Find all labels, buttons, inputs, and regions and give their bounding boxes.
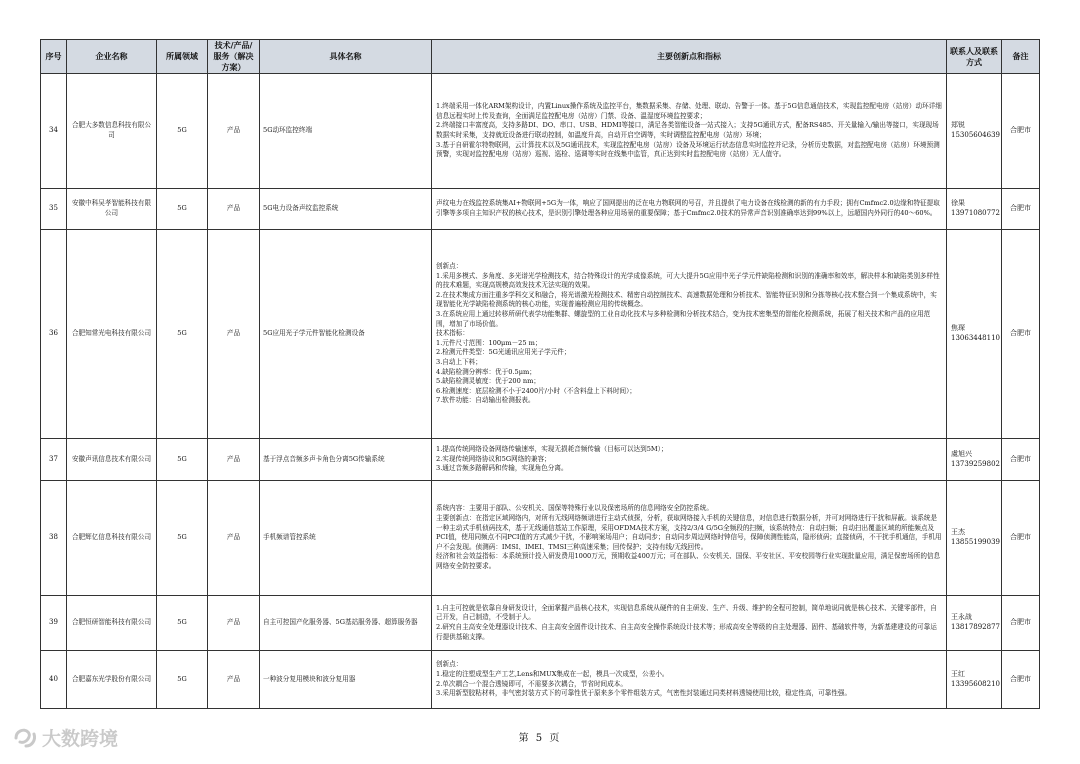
- cell-points: 创新点： 1.采用多模式、多角度、多光谱光学检测技术，结合特殊设计的光学成像系统，可大大提升5G应用中光子学元件缺陷检测和识别的准确率和效率，解决样本和缺陷类别多样性的技术难题，实现高规模高效发技术无法实现的效果。 2.在技术集成方面注重多学科交叉和融合，将光谱激光检测技术、精密自动控制技术、高速数据处理和分析技术、智能特征识别和分拣等核心技术整合到一个集成系统中，实现智能化光学缺陷检测系统的核心功能，实现普遍检测应用的传统概念。 3.在系统应用上通过转移所研代表学功能集群、螺旋型的工业自动化技术与多种检测和分析技术结合，变为技术密集型的智能化检测系统，拓展了相关技术和产品的应用范围，增加了市场价值。 技术指标： 1.元件尺寸范围：100μm－25 m； 2.检测元件类型：5G光通讯应用光子学元件； 3.自动上下料； 4.缺陷检测分辨率：优于0.5μm； 5.缺陷检测灵敏度：优于200 nm； 6.检测速度：底层检测不小于2400片/小时（不含料盘上下料时间）； 7.软件功能：自动输出检测报表。: [432, 230, 947, 439]
- header-points: 主要创新点和指标: [432, 40, 947, 74]
- cell-contact: 王杰 13855199039: [947, 481, 1002, 596]
- header-name: 具体名称: [260, 40, 432, 74]
- table-row: [41, 189, 1040, 230]
- cell-category: 产品: [208, 189, 260, 230]
- cell-points: 1.自主可控就是依靠自身研发设计，全面掌握产品核心技术，实现信息系统从硬件的自主研发、生产、升级、维护的全程可控制，简单地说同就是核心技术、关键零部件，自己开发，自己制造，不受制于人。 2.研究自主高安全处理器设计技术、自主高安全固件设计技术、自主高安全操作系统设计技术等；形成高安全等级的自主处理器、固件、基础软件等，为新基建建设的可靠运行提供基础支撑。: [432, 596, 947, 651]
- cell-remark: 合肥市: [1002, 651, 1040, 709]
- table-row: [41, 651, 1040, 709]
- cell-contact: 徐果 13971080772: [947, 189, 1002, 230]
- cell-category: 产品: [208, 74, 260, 189]
- cell-company: 合肥知常光电科技有限公司: [67, 230, 157, 439]
- cell-category: 产品: [208, 481, 260, 596]
- cell-remark: 合肥市: [1002, 230, 1040, 439]
- cell-company: 合肥辉亿信息科技有限公司: [67, 481, 157, 596]
- header-seq: 序号: [41, 40, 67, 74]
- header-company: 企业名称: [67, 40, 157, 74]
- cell-seq: 35: [41, 189, 67, 230]
- cell-name: 一种波分复用模块和波分复用器: [260, 651, 432, 709]
- cell-name: 自主可控国产化服务器、5G基站服务器、超算服务器: [260, 596, 432, 651]
- cell-remark: 合肥市: [1002, 596, 1040, 651]
- table-row: [41, 596, 1040, 651]
- header-category: 技术/产品/服务（解决方案）: [208, 40, 260, 74]
- cell-contact: 焦琛 13063448110: [947, 230, 1002, 439]
- table-row: [41, 439, 1040, 481]
- cell-company: 安徽声讯信息技术有限公司: [67, 439, 157, 481]
- cell-field: 5G: [157, 481, 208, 596]
- cell-contact: 郑锐 15305604639: [947, 74, 1002, 189]
- cell-name: 5G动环监控终端: [260, 74, 432, 189]
- table-header-row: [41, 40, 1040, 74]
- cell-remark: 合肥市: [1002, 439, 1040, 481]
- cell-category: 产品: [208, 439, 260, 481]
- header-remark: 备注: [1002, 40, 1040, 74]
- table-row: [41, 74, 1040, 189]
- cell-company: 合肥大多数信息科技有限公司: [67, 74, 157, 189]
- cell-points: 1.提高传统网络设备网络传输速率，实现无损耗音频传输（目标可以达到5M）； 2.实现传统网络协议和5G网络的兼容； 3.通过音频多路解码和传输，实现角色分离。: [432, 439, 947, 481]
- cell-name: 基于浮点音频多声卡角色分离5G传输系统: [260, 439, 432, 481]
- cell-company: 合肥恒研智能科技有限公司: [67, 596, 157, 651]
- cell-field: 5G: [157, 651, 208, 709]
- cell-seq: 34: [41, 74, 67, 189]
- table-row: [41, 230, 1040, 439]
- cell-field: 5G: [157, 230, 208, 439]
- cell-name: 5G电力设备声纹监控系统: [260, 189, 432, 230]
- cell-seq: 37: [41, 439, 67, 481]
- cell-company: 安徽中科吴孝智能科技有限公司: [67, 189, 157, 230]
- cell-points: 1.终端采用一体化ARM架构设计，内置Linux操作系统及监控平台，集数据采集、存储、处理、联动、告警于一体。基于5G信息通信技术，实现监控配电房（站房）动环详细信息远程实时上传及查询，全面满足监控配电房（站房）门禁、设备、温湿度环境监控要求； 2.终端接口丰富度高，支持多路DI、DO、串口、USB、HDMI等接口，满足各类智能设备一站式接入；支持5G通讯方式，配备RS485、开关量输入/输出等接口，实现现场数据实时采集，支持就近设备进行联动控制，如温度升高，自动开启空调等，实时调整监控配电房（站房）环境； 3.基于自研霍尔特物联网，云计算技术以及5G通讯技术，实现监控配电房（站房）设备及环境运行状态信息实时监控并记录，分析历史数据，对监控配电房（站房）环境预测预警，实现对监控配电房（站房）巡视、巡检、巡调等实时在线集中监管，真正达到实时监控配电房（站房）无人值守。: [432, 74, 947, 189]
- cell-points: 声纹电力在线监控系统集AI+物联网+5G为一体，响应了国网提出的泛在电力物联网的号召，并且提供了电力设备在线检测的新的有力手段；拥有Cmfmc2.0边缘和特征提取引擎等多项自主知识产权的核心技术，是识别引擎处理各种应用场景的重要保障；基于Cmfmc2.0技术的异常声音识别准确率达到99%以上，远超国内外同行的40～60%。: [432, 189, 947, 230]
- cell-company: 合肥嘉东光学股份有限公司: [67, 651, 157, 709]
- cell-category: 产品: [208, 651, 260, 709]
- enterprise-table: [40, 39, 1040, 709]
- page-number: 第 5 页: [518, 733, 562, 744]
- watermark-text: 大数跨境: [42, 728, 119, 750]
- cell-seq: 36: [41, 230, 67, 439]
- cell-contact: 王永战 13817892877: [947, 596, 1002, 651]
- cell-seq: 39: [41, 596, 67, 651]
- cell-remark: 合肥市: [1002, 481, 1040, 596]
- header-contact: 联系人及联系方式: [947, 40, 1002, 74]
- cell-points: 创新点： 1.稳定的注塑成型生产工艺,Lens和MUX集成在一起，模具一次成型，公差小。 2.单次耦合一个混合透镜即可，不需要多次耦合，节省时间成本。 3.采用新型胶粘材料，非气密封装方式下的可靠性优于原来多个零件组装方式，气密性封装通过同类材料透镜使用比较，稳定性高，可靠性强。: [432, 651, 947, 709]
- cell-remark: 合肥市: [1002, 189, 1040, 230]
- cell-contact: 王红 13395608210: [947, 651, 1002, 709]
- cell-remark: 合肥市: [1002, 74, 1040, 189]
- cell-name: 手机频谱管控系统: [260, 481, 432, 596]
- cell-field: 5G: [157, 596, 208, 651]
- table-row: [41, 481, 1040, 596]
- cell-seq: 38: [41, 481, 67, 596]
- cell-field: 5G: [157, 439, 208, 481]
- cell-category: 产品: [208, 230, 260, 439]
- header-field: 所属领域: [157, 40, 208, 74]
- cell-category: 产品: [208, 596, 260, 651]
- cell-field: 5G: [157, 189, 208, 230]
- cell-name: 5G应用光子学元件智能化检测设备: [260, 230, 432, 439]
- cell-seq: 40: [41, 651, 67, 709]
- cell-field: 5G: [157, 74, 208, 189]
- cell-contact: 虞旭兴 13739259802: [947, 439, 1002, 481]
- cell-points: 系统内容：主要用于部队、公安机关、国保等特殊行业以及保密场所的信息网络安全防控系统。 主要创新点：在指定区域网络内，对所有无线网络频谱进行主动式侦探，分析，获取网络接入手机的关键信息，对信息进行数据分析，并可对网络进行干扰和屏蔽。该系统是一种主动式手机侦码技术，基于无线通信基站工作原理，采用OFDMA技术方案，支持2/3/4 G/5G全频段的扫频，该系统特点：自动扫频；自动扫出覆盖区域的所能频点及PCI值，使用同频点不同PCI值的方式减少干扰，不影响案场用户；自动同步；自动同步周边网络时钟信号，保障侦测性能高，隐形侦码；直接侦码，不干扰手机通信，手机用户不会发现。侦测码：IMSI、IMEI、TMSI三种高速采集；回传保护；支持有线/无线回传。 经济和社会效益指标：本系统预计投入研发费用1000万元，预期收益400万元；可在部队、公安机关、国保、平安社区、平安校园等行业实现批量应用，满足保密场所的信息网络安全防控要求。: [432, 481, 947, 596]
